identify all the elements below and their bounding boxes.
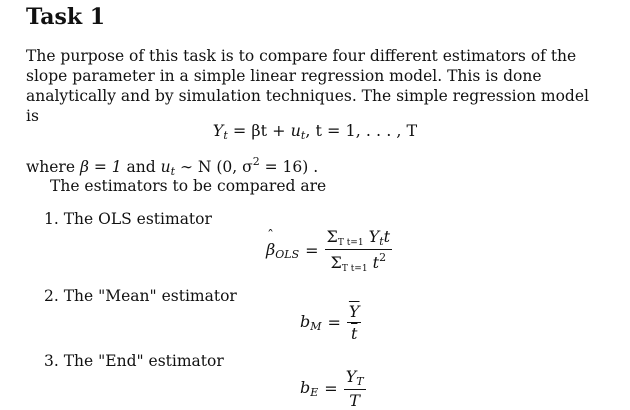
where-beta: β = 1 — [79, 158, 122, 176]
end-fraction — [344, 367, 366, 410]
where-u-sub: t — [170, 165, 176, 178]
end-num-y: Y — [345, 367, 357, 386]
ols-equals: = — [305, 241, 319, 260]
model-equation — [0, 121, 630, 142]
end-sub: E — [310, 386, 319, 399]
estimator-2-formula — [300, 302, 361, 343]
end-equals: = — [324, 379, 338, 398]
model-y: Y — [212, 121, 224, 140]
ols-den-sup: 2 — [379, 251, 387, 264]
mean-b: b — [300, 312, 311, 331]
mean-equals: = — [327, 313, 341, 332]
model-rhs: = βt + — [232, 121, 291, 140]
estimator-1-formula — [266, 227, 392, 274]
compared-line: The estimators to be compared are — [50, 177, 327, 195]
where-dist-end: = 16) . — [259, 158, 319, 176]
end-b: b — [300, 378, 311, 397]
where-and: and — [121, 158, 161, 176]
ols-numerator — [325, 227, 393, 250]
estimator-3-formula — [300, 367, 366, 410]
mean-numerator: $\overline{Y}$ — [348, 302, 360, 321]
ols-num-body: Y — [363, 227, 380, 246]
estimator-3-label: 3. The "End" estimator — [44, 352, 224, 370]
where-u: u — [160, 158, 171, 176]
ols-den-body: t — [367, 253, 380, 272]
estimator-2-label: 2. The "Mean" estimator — [44, 287, 237, 305]
ols-den-sigma: Σ — [330, 253, 342, 272]
model-u-sub: t — [300, 129, 306, 142]
where-sq: 2 — [252, 155, 260, 168]
ols-num-tail: t — [383, 227, 391, 246]
ols-sub: OLS — [275, 248, 300, 261]
intro-paragraph: The purpose of this task is to compare four different estimators of the slope parameter in a simple linear regression model. This is done analytically and by simulation techniques. The simple regression model is — [26, 47, 589, 125]
mean-denominator: t — [350, 324, 358, 343]
ols-den-limits: T t=1 — [341, 264, 368, 274]
model-y-sub: t — [223, 129, 228, 142]
page-title: Task 1 — [26, 4, 106, 30]
estimator-1-label: 1. The OLS estimator — [44, 210, 212, 228]
ols-num-limits: T t=1 — [337, 238, 364, 248]
mean-sub: M — [310, 320, 322, 333]
ols-num-sigma: Σ — [326, 227, 338, 246]
ols-fraction — [325, 227, 393, 274]
ols-denominator — [329, 250, 389, 274]
where-line — [26, 155, 318, 178]
ols-num-sub: t — [379, 235, 384, 248]
where-prefix: where — [26, 158, 80, 176]
end-numerator — [344, 367, 366, 390]
model-u: u — [290, 121, 301, 140]
ols-beta: ˆ β — [266, 240, 275, 259]
where-dist: ∼ N (0, σ — [175, 158, 253, 176]
mean-fraction — [347, 302, 362, 343]
end-num-sub: T — [356, 375, 364, 388]
model-range: , t = 1, . . . , T — [305, 121, 418, 140]
end-denominator: T — [349, 391, 360, 410]
